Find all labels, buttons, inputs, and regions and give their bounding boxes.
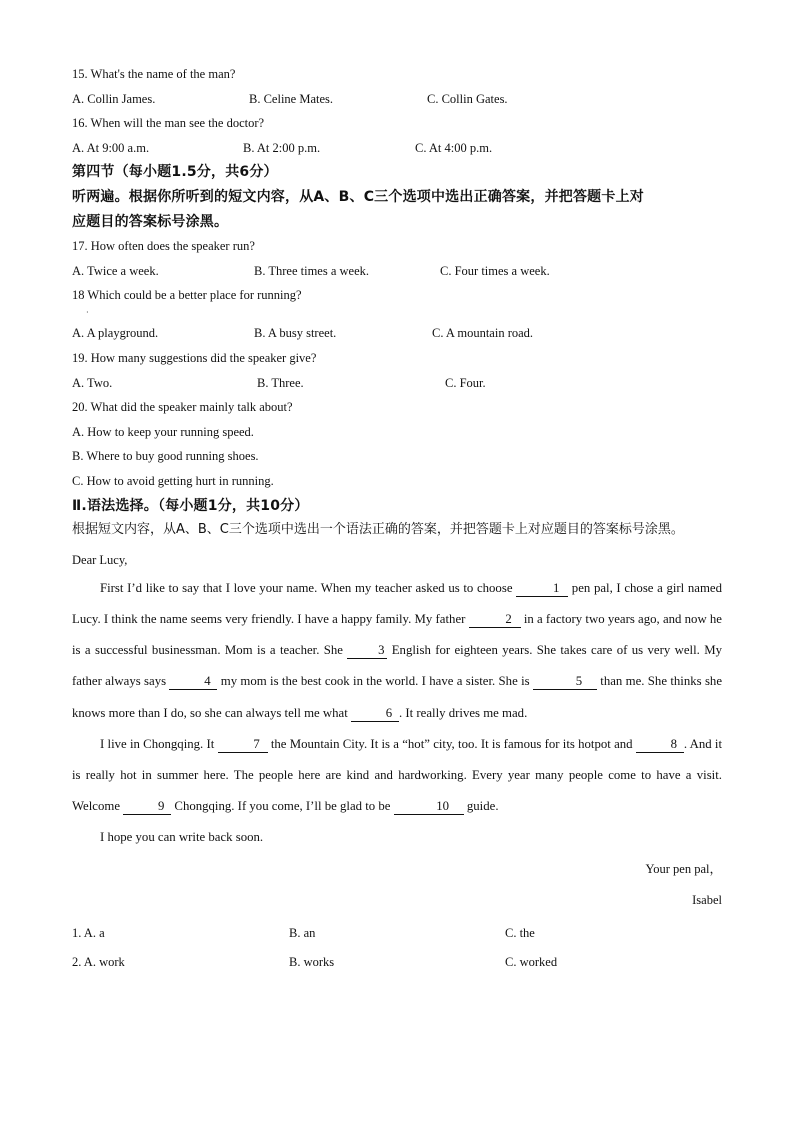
q16-option-c: C. At 4:00 p.m.: [415, 140, 493, 155]
grammar-instruction: 根据短文内容，从A、B、C三个选项中选出一个语法正确的答案，并把答题卡上对应题目的答案标号涂黑。: [72, 522, 684, 538]
grammar-q1-option-c: C. the: [505, 925, 535, 940]
q19-option-c: C. Four.: [445, 375, 486, 390]
p1-text-4: English for eighteen years. She takes care of us very well. My father always says: [72, 643, 722, 689]
q15-option-c: C. Collin Gates.: [427, 91, 508, 106]
grammar-q2-option-b: B. works: [289, 954, 335, 969]
letter-paragraph-3: I hope you can write back soon.: [100, 830, 264, 845]
p2-text-5: guide.: [463, 799, 499, 814]
blank-6: 6: [351, 705, 399, 722]
p2-text-3: . And it is really hot in summer here. The people here are kind and hardworking. Every year many people come to have a visit. Welcome: [72, 736, 722, 814]
p1-text-1: First I’d like to say that I love your name. When my teacher asked us to choose: [100, 580, 517, 595]
q18-stem: 18 Which could be a better place for running?: [72, 288, 302, 303]
p2-text-2: the Mountain City. It is a “hot” city, too. It is famous for its hotpot and: [267, 736, 636, 751]
q15-option-b: B. Celine Mates.: [249, 91, 334, 106]
p1-text-3: in a factory two years ago, and now he is a successful businessman. Mom is a teacher. She: [72, 611, 722, 658]
letter-paragraph-2: [72, 729, 722, 823]
section4-instruction-line1: 听两遍。根据你所听到的短文内容，从A、B、C三个选项中选出正确答案，并把答题卡上对: [72, 188, 644, 205]
q17-option-a: A. Twice a week.: [72, 263, 159, 278]
q18-options: [72, 321, 722, 346]
blank-8: 8: [636, 736, 684, 753]
grammar-q1-option-a: 1. A. a: [72, 925, 105, 940]
letter-body: [72, 573, 722, 854]
q17-option-c: C. Four times a week.: [440, 263, 550, 278]
p1-text-6: than me. She thinks she knows more than I do, so she can always tell me what: [72, 674, 722, 720]
blank-10: 10: [394, 798, 464, 815]
letter-closing: Your pen pal，: [645, 861, 722, 876]
section4-title: 第四节（每小题1.5分，共6分）: [72, 164, 278, 181]
q18-option-a: A. A playground.: [72, 326, 159, 341]
grammar-title: Ⅱ.语法选择。（每小题1分，共10分）: [72, 497, 309, 514]
section4-instruction-line2: 应题目的答案标号涂黑。: [72, 213, 229, 230]
q15-stem: 15. What's the name of the man?: [72, 67, 236, 81]
q19-options: [72, 371, 722, 396]
blank-2: 2: [469, 611, 521, 628]
q18-dot-mark: ·: [86, 308, 89, 318]
q17-options: [72, 259, 722, 284]
p2-text-1: I live in Chongqing. It: [100, 736, 218, 751]
blank-7: 7: [218, 736, 268, 753]
grammar-q1-options: [72, 916, 722, 947]
blank-1: 1: [516, 580, 568, 597]
q18-stem-row: [72, 283, 722, 321]
p1-text-5: my mom is the best cook in the world. I have a sister. She is: [217, 674, 533, 689]
q15-option-a: A. Collin James.: [72, 91, 156, 106]
q19-option-a: A. Two.: [72, 375, 113, 390]
blank-5: 5: [533, 673, 597, 690]
q18-option-c: C. A mountain road.: [432, 326, 534, 341]
letter-salutation: Dear Lucy,: [72, 552, 128, 567]
blank-3: 3: [347, 642, 387, 659]
grammar-q2-option-a: 2. A. work: [72, 954, 125, 969]
blank-4: 4: [169, 673, 217, 690]
p1-text-7: . It really drives me mad.: [398, 705, 528, 720]
q20-stem: 20. What did the speaker mainly talk about?: [72, 400, 293, 415]
grammar-q2-options: [72, 947, 722, 978]
q17-option-b: B. Three times a week.: [254, 263, 370, 278]
grammar-q2-option-c: C. worked: [505, 954, 558, 969]
p1-text-2: pen pal, I chose a girl named Lucy. I think the name seems very friendly. I have a happy family. My father: [72, 580, 722, 626]
blank-9: 9: [123, 798, 171, 815]
p2-text-4: Chongqing. If you come, I’ll be glad to be: [171, 799, 394, 814]
letter-signature: Isabel: [692, 892, 722, 907]
q19-option-b: B. Three.: [257, 375, 304, 390]
q20-option-c: C. How to avoid getting hurt in running.: [72, 473, 274, 488]
q20-option-b: B. Where to buy good running shoes.: [72, 449, 259, 464]
q16-stem: 16. When will the man see the doctor?: [72, 116, 265, 131]
q17-stem: 17. How often does the speaker run?: [72, 239, 255, 254]
q19-stem: 19. How many suggestions did the speaker give?: [72, 350, 317, 365]
q15-options: [72, 87, 722, 112]
q18-option-b: B. A busy street.: [254, 326, 337, 341]
q16-option-b: B. At 2:00 p.m.: [243, 140, 321, 155]
grammar-q1-option-b: B. an: [289, 925, 316, 940]
letter-paragraph-1: [72, 573, 722, 729]
page-content: [72, 62, 722, 978]
q20-option-a: A. How to keep your running speed.: [72, 424, 254, 439]
q16-options: [72, 136, 722, 161]
q16-option-a: A. At 9:00 a.m.: [72, 140, 150, 155]
